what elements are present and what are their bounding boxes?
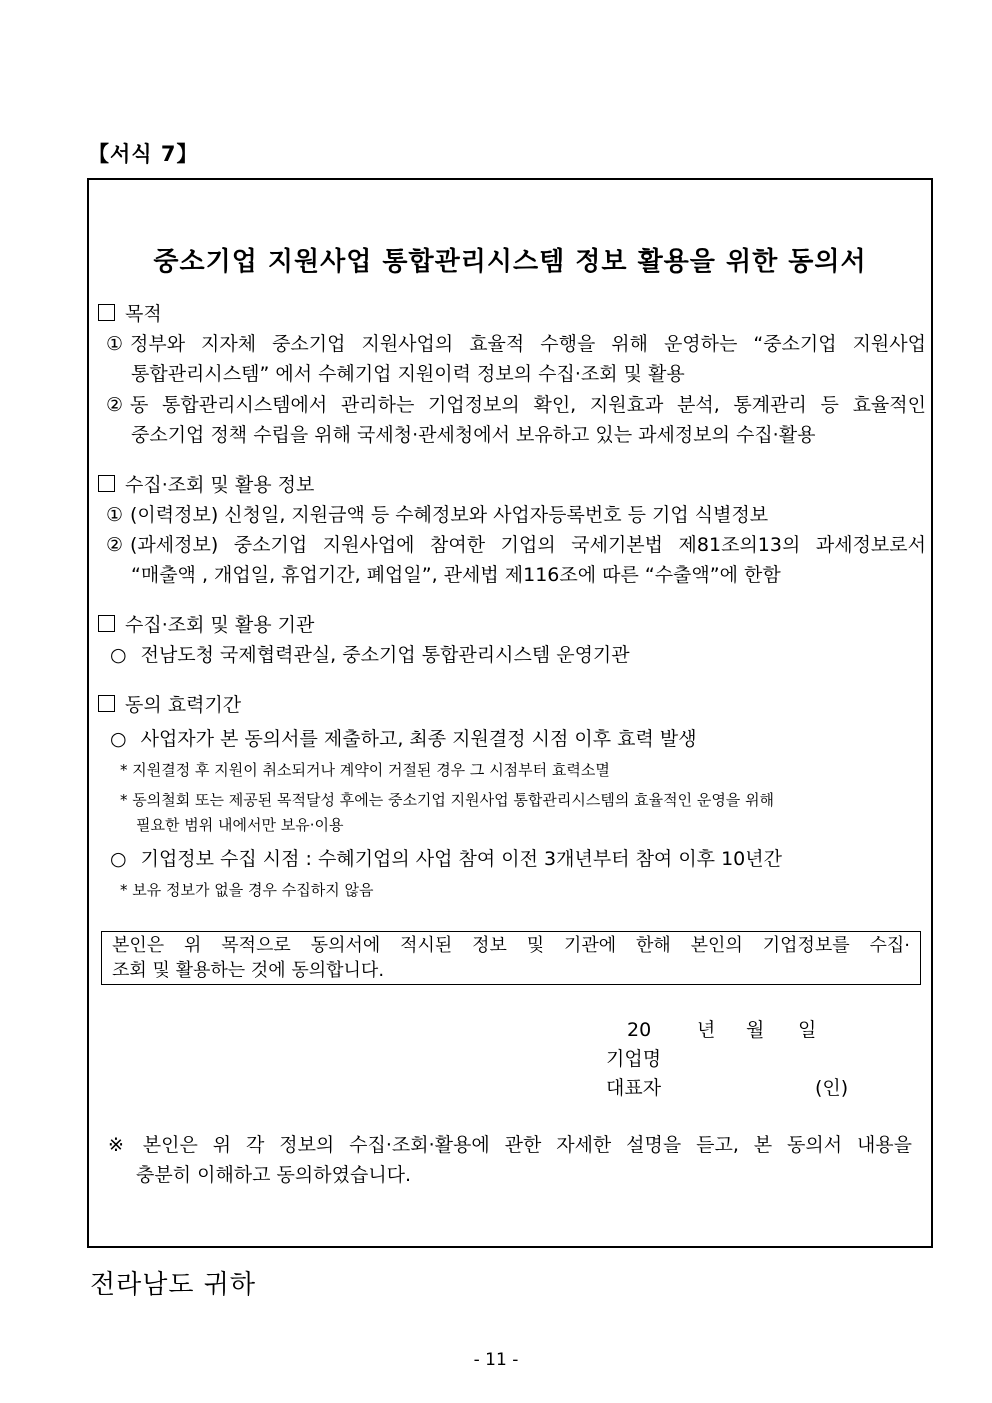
seal-mark: (인) (815, 1077, 849, 1099)
circled-number: ① (106, 333, 124, 355)
section-purpose-heading: 목적 (98, 300, 162, 328)
form-label: 【서식 7】 (88, 142, 199, 166)
period-note-3: * 보유 정보가 없을 경우 수집하지 않음 (120, 881, 374, 899)
checkbox-square-icon (98, 304, 115, 321)
bullet-circle-icon: ○ (110, 644, 127, 666)
bullet-circle-icon: ○ (110, 848, 127, 870)
info-item-2: ② (과세정보) 중소기업 지원사업에 참여한 기업의 국세기본법 제81조의13의 과세정보로서 (106, 531, 926, 559)
period-item-1: ○ 사업자가 본 동의서를 제출하고, 최종 지원결정 시점 이후 효력 발생 (110, 728, 697, 750)
date-day: 일 (798, 1019, 817, 1041)
purpose-item-2-cont: 중소기업 정책 수립을 위해 국세청·관세청에서 보유하고 있는 과세정보의 수집·활용 (131, 424, 816, 446)
section-period-heading: 동의 효력기간 (98, 691, 241, 719)
purpose-item-2: ② 동 통합관리시스템에서 관리하는 기업정보의 확인, 지원효과 분석, 통계관리 등 효율적인 (106, 391, 926, 419)
circled-number: ② (106, 394, 124, 416)
period-note-2: * 동의철회 또는 제공된 목적달성 후에는 중소기업 지원사업 통합관리시스템의 효율적인 운영을 위해 (120, 791, 775, 809)
consent-line-2: 조회 및 활용하는 것에 동의합니다. (112, 960, 385, 981)
bullet-circle-icon: ○ (110, 728, 127, 750)
notice-line-2: 충분히 이해하고 동의하였습니다. (136, 1164, 412, 1186)
agency-item: ○ 전남도청 국제협력관실, 중소기업 통합관리시스템 운영기관 (110, 644, 630, 666)
representative-label: 대표자 (606, 1077, 662, 1099)
info-item-2-cont: “매출액 , 개업일, 휴업기간, 폐업일”, 관세법 제116조에 따른 “수출액”에 한함 (131, 564, 781, 586)
document-title: 중소기업 지원사업 통합관리시스템 정보 활용을 위한 동의서 (153, 247, 867, 277)
circled-number: ② (106, 534, 124, 556)
purpose-item-1-cont: 통합관리시스템” 에서 수혜기업 지원이력 정보의 수집·조회 및 활용 (131, 363, 685, 385)
date-year-prefix: 20 (627, 1019, 652, 1041)
section-agency-heading: 수집·조회 및 활용 기관 (98, 611, 314, 639)
period-note-1: * 지원결정 후 지원이 취소되거나 계약이 거절된 경우 그 시점부터 효력소멸 (120, 761, 610, 779)
section-info-heading: 수집·조회 및 활용 정보 (98, 471, 314, 499)
reference-mark-icon: ※ (108, 1134, 133, 1156)
period-item-2: ○ 기업정보 수집 시점 : 수혜기업의 사업 참여 이전 3개년부터 참여 이후 10년간 (110, 848, 782, 870)
company-label: 기업명 (606, 1048, 662, 1070)
consent-line-1: 본인은 위 목적으로 동의서에 적시된 정보 및 기관에 한해 본인의 기업정보를 수집· (112, 935, 910, 956)
info-item-1: ① (이력정보) 신청일, 지원금액 등 수혜정보와 사업자등록번호 등 기업 식별정보 (106, 501, 768, 529)
date-year: 년 (697, 1019, 716, 1041)
consent-box (101, 931, 921, 985)
checkbox-square-icon (98, 475, 115, 492)
checkbox-square-icon (98, 615, 115, 632)
period-note-2-cont: 필요한 범위 내에서만 보유·이용 (136, 816, 344, 834)
date-month: 월 (746, 1019, 765, 1041)
page-number: - 11 - (473, 1350, 519, 1370)
notice-line-1: ※ 본인은 위 각 정보의 수집·조회·활용에 관한 자세한 설명을 듣고, 본 동의서 내용을 (108, 1134, 913, 1156)
addressee: 전라남도 귀하 (90, 1270, 256, 1300)
purpose-item-1: ① 정부와 지자체 중소기업 지원사업의 효율적 수행을 위해 운영하는 “중소기업 지원사업 (106, 330, 926, 358)
checkbox-square-icon (98, 695, 115, 712)
circled-number: ① (106, 504, 124, 526)
